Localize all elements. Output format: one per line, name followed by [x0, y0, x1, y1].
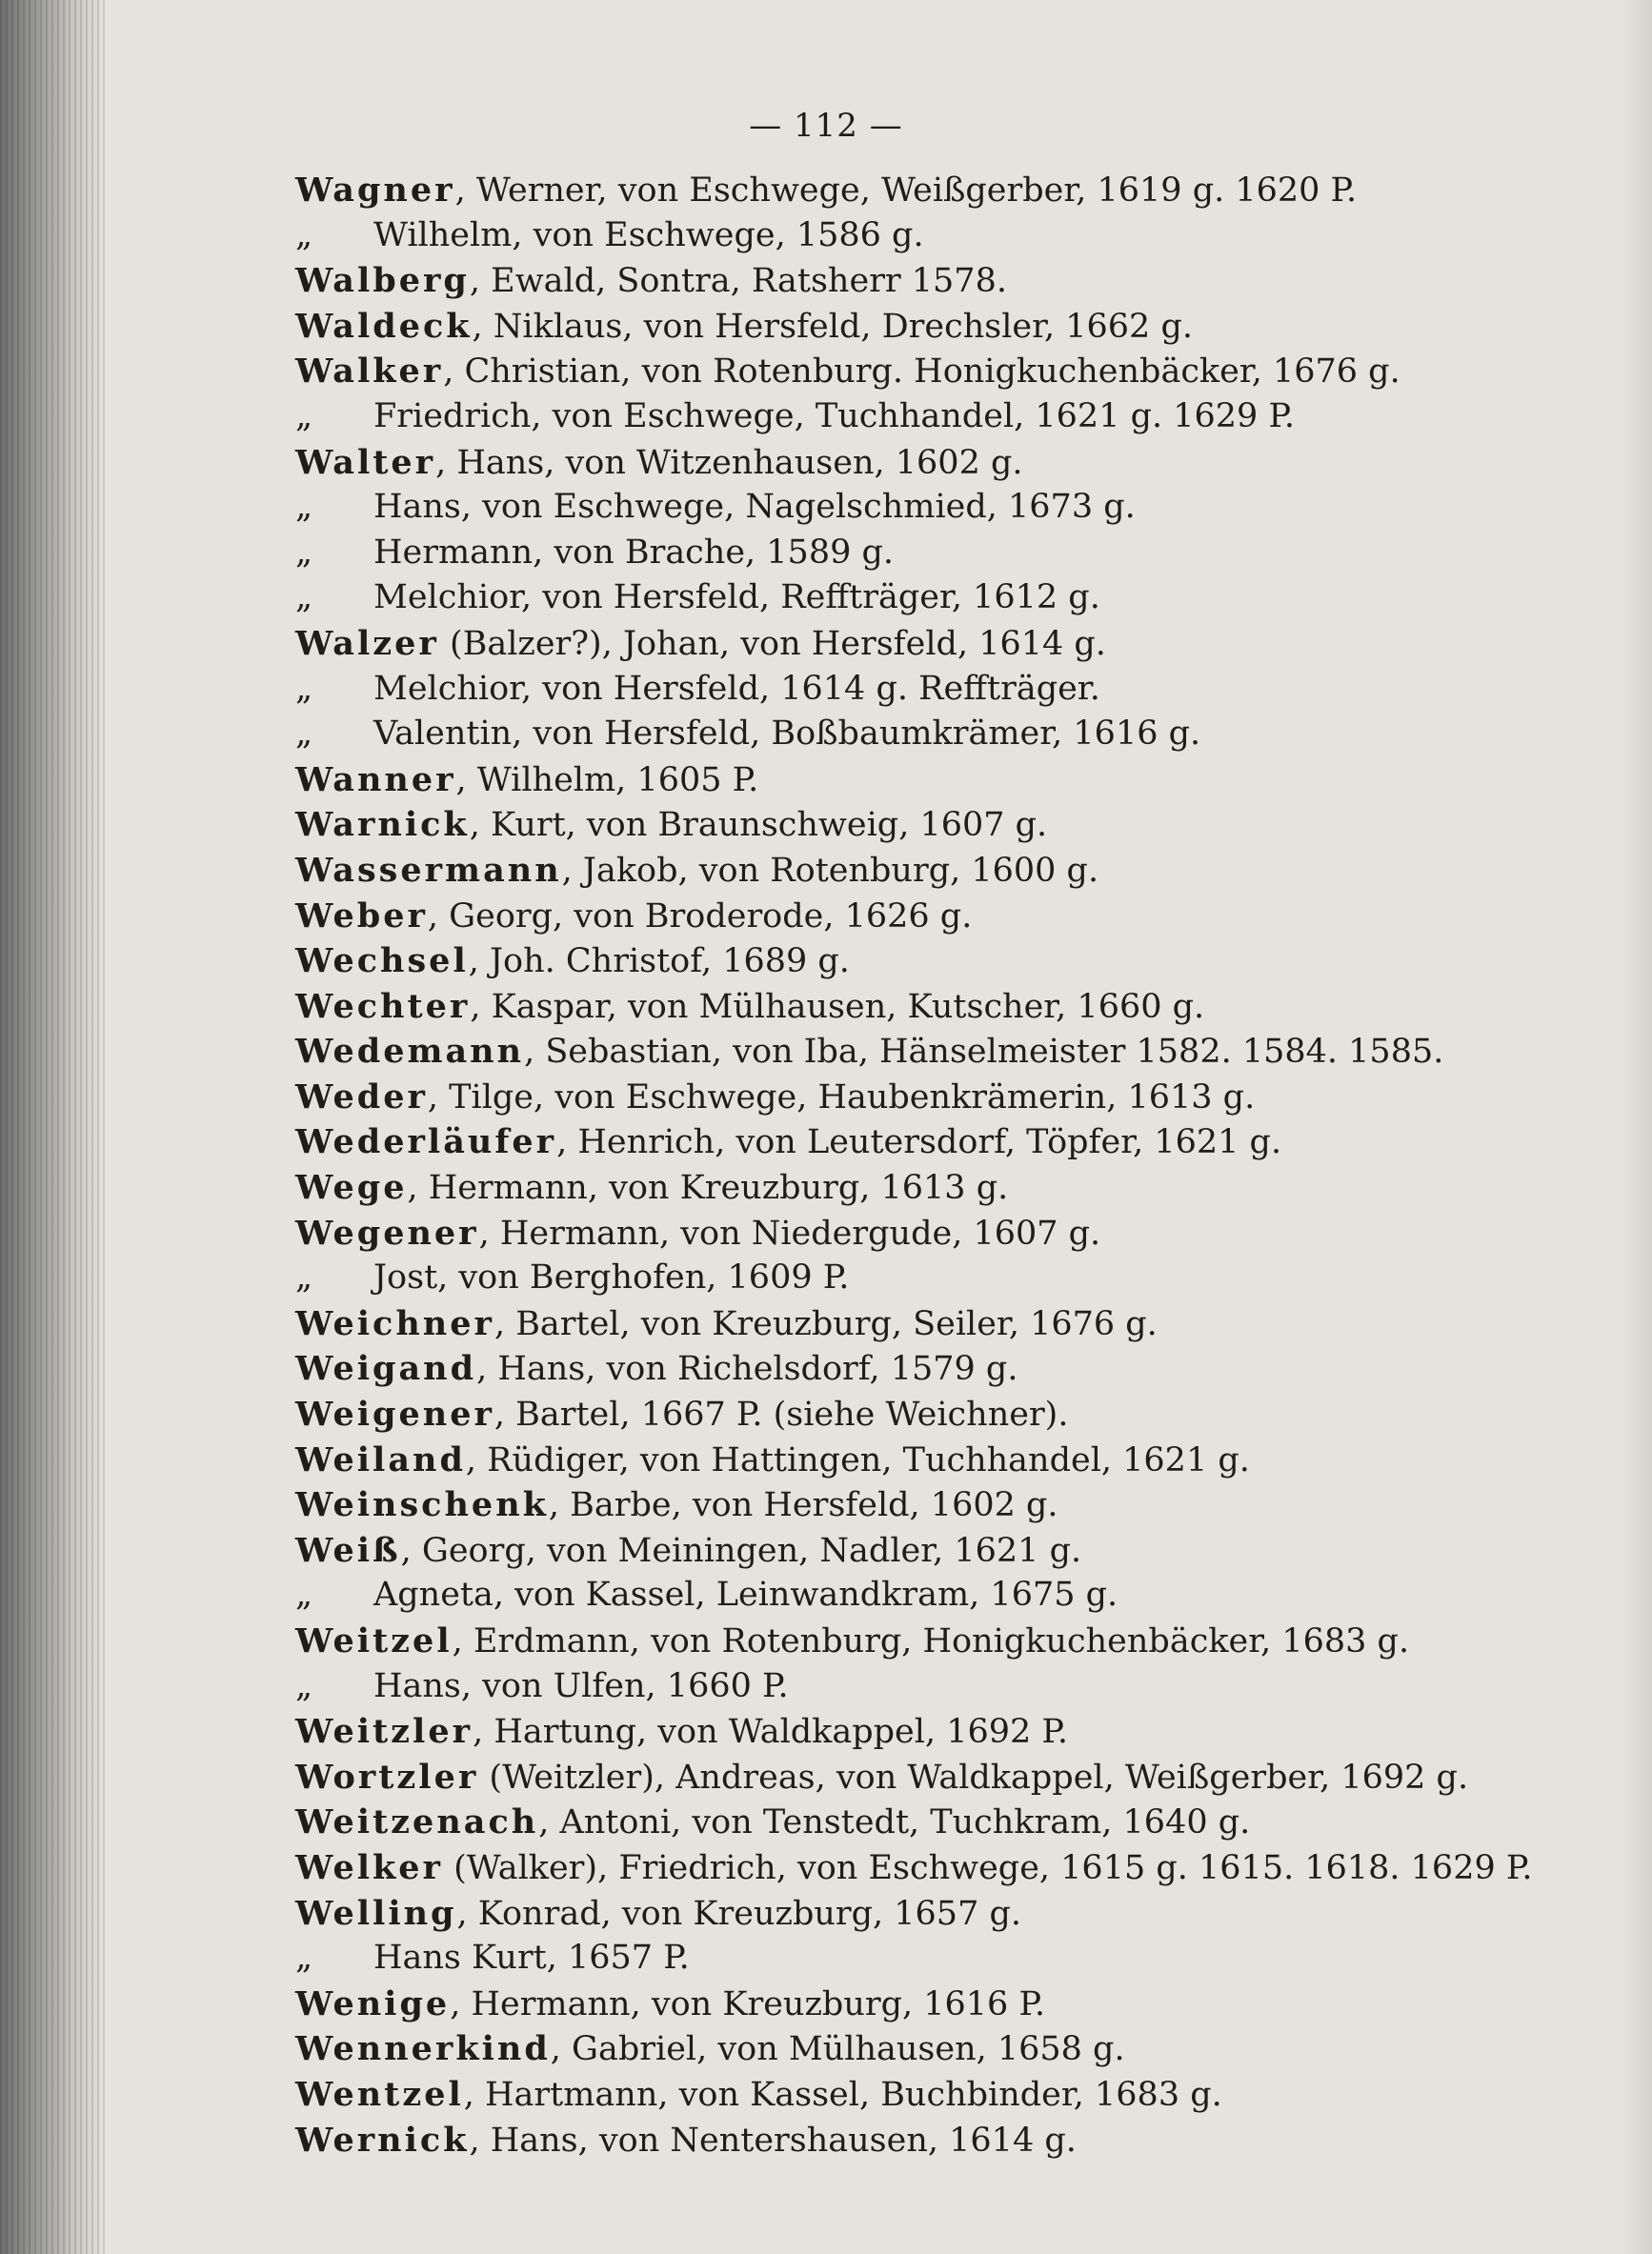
list-item [295, 1573, 1534, 1619]
entry-surname: Walter [295, 442, 436, 482]
entry-surname: Walberg [295, 261, 470, 301]
entry-details: , Jakob, von Rotenburg, 1600 g. [561, 851, 1099, 890]
entry-details: , Wilhelm, 1605 P. [455, 760, 759, 799]
ditto-mark: „ [295, 578, 313, 617]
entry-surname: Wernick [295, 2120, 470, 2160]
ditto-mark: „ [295, 1939, 313, 1978]
entry-surname: Wennerkind [295, 2029, 551, 2069]
entry-details: Friedrich, von Eschwege, Tuchhandel, 1621 g. 1629 P. [373, 396, 1296, 435]
list-item [295, 1029, 1534, 1075]
ditto-mark: „ [295, 669, 313, 708]
list-item [295, 1664, 1534, 1710]
entry-details: (Weitzler), Andreas, von Waldkappel, Weißgerber, 1692 g. [478, 1758, 1469, 1797]
entry-details: , Ewald, Sontra, Ratsherr 1578. [469, 262, 1007, 301]
entry-surname: Wortzler [295, 1757, 479, 1797]
entry-surname: Weiland [295, 1439, 466, 1479]
ditto-mark: „ [295, 215, 313, 254]
entry-details: , Hermann, von Kreuzburg, 1616 P. [450, 1984, 1046, 2023]
entry-details: , Sebastian, von Iba, Hänselmeister 1582. 1584. 1585. [524, 1033, 1444, 1072]
list-item [295, 2072, 1534, 2118]
entry-details: , Erdmann, von Rotenburg, Honigkuchenbäcker, 1683 g. [452, 1622, 1410, 1660]
list-item [295, 258, 1534, 304]
list-item [295, 1709, 1534, 1755]
entry-list [295, 168, 1534, 2163]
entry-details: , Hans, von Richelsdorf, 1579 g. [476, 1350, 1018, 1389]
list-item [295, 2118, 1534, 2163]
entry-details: Hans, von Ulfen, 1660 P. [373, 1666, 789, 1705]
entry-details: Hans, von Eschwege, Nagelschmied, 1673 g. [373, 488, 1136, 527]
entry-surname: Weitzler [295, 1712, 473, 1752]
list-item [295, 168, 1534, 213]
entry-surname: Weitzel [295, 1621, 453, 1660]
list-item [295, 1346, 1534, 1392]
entry-surname: Weder [295, 1077, 428, 1117]
ditto-mark: „ [295, 1576, 313, 1615]
entry-details: , Hermann, von Niedergude, 1607 g. [478, 1214, 1101, 1253]
entry-details: Wilhelm, von Eschwege, 1586 g. [373, 215, 924, 254]
list-item [295, 1119, 1534, 1165]
list-item [295, 1392, 1534, 1438]
entry-details: , Tilge, von Eschwege, Haubenkrämerin, 1613 g. [427, 1077, 1256, 1117]
entry-details: Melchior, von Hersfeld, 1614 g. Reffträger. [373, 669, 1100, 708]
list-item [295, 1165, 1534, 1211]
page-number: — 112 — [749, 107, 903, 145]
entry-details: , Georg, von Broderode, 1626 g. [427, 896, 973, 936]
entry-surname: Wechter [295, 986, 471, 1026]
entry-surname: Weichner [295, 1303, 494, 1343]
entry-details: Jost, von Berghofen, 1609 P. [373, 1258, 850, 1298]
entry-details: , Hans, von Nentershausen, 1614 g. [469, 2121, 1077, 2160]
list-item [295, 848, 1534, 894]
list-item [295, 1211, 1534, 1257]
entry-surname: Walzer [295, 623, 439, 663]
list-item [295, 2026, 1534, 2072]
list-item [295, 1438, 1534, 1483]
entry-surname: Wentzel [295, 2074, 464, 2114]
entry-surname: Welker [295, 1847, 443, 1887]
ditto-mark: „ [295, 533, 313, 572]
entry-surname: Weigener [295, 1395, 494, 1435]
list-item [295, 802, 1534, 848]
list-item [295, 213, 1534, 259]
page-right-edge [1622, 0, 1652, 2254]
list-item [295, 394, 1534, 440]
ditto-mark: „ [295, 396, 313, 435]
entry-details: , Henrich, von Leutersdorf, Töpfer, 1621 g. [556, 1123, 1282, 1162]
list-item [295, 1256, 1534, 1301]
entry-details: , Konrad, von Kreuzburg, 1657 g. [456, 1894, 1022, 1933]
list-item [295, 304, 1534, 350]
entry-surname: Weber [295, 896, 428, 936]
entry-details: , Hans, von Witzenhausen, 1602 g. [435, 443, 1023, 482]
entry-details: , Rüdiger, von Hattingen, Tuchhandel, 1621 g. [465, 1440, 1250, 1479]
entry-surname: Weitzenach [295, 1802, 539, 1842]
entry-surname: Welling [295, 1893, 457, 1933]
list-item [295, 1891, 1534, 1937]
entry-surname: Wegener [295, 1213, 479, 1253]
list-item [295, 1528, 1534, 1574]
list-item [295, 1755, 1534, 1801]
entry-details: , Hermann, von Kreuzburg, 1613 g. [407, 1169, 1009, 1208]
entry-details: , Kurt, von Braunschweig, 1607 g. [469, 806, 1048, 845]
list-item [295, 1845, 1534, 1891]
entry-surname: Weinschenk [295, 1485, 549, 1525]
list-item [295, 1482, 1534, 1528]
ditto-mark: „ [295, 488, 313, 527]
entry-surname: Wedemann [295, 1032, 525, 1072]
list-item [295, 485, 1534, 531]
list-item [295, 1301, 1534, 1347]
list-item [295, 349, 1534, 394]
entry-surname: Wassermann [295, 850, 562, 890]
list-item [295, 1982, 1534, 2027]
entry-details: , Joh. Christof, 1689 g. [468, 942, 850, 981]
list-item [295, 984, 1534, 1030]
entry-details: (Walker), Friedrich, von Eschwege, 1615 g. 1615. 1618. 1629 P. [442, 1848, 1533, 1887]
entry-surname: Wanner [295, 759, 456, 799]
list-item [295, 1800, 1534, 1845]
list-item [295, 938, 1534, 984]
entry-surname: Wechsel [295, 941, 469, 981]
entry-surname: Waldeck [295, 306, 473, 346]
entry-surname: Wenige [295, 1983, 451, 2023]
entry-details: Melchior, von Hersfeld, Reffträger, 1612 g. [373, 578, 1100, 617]
entry-surname: Weigand [295, 1349, 477, 1389]
entry-details: Agneta, von Kassel, Leinwandkram, 1675 g. [373, 1576, 1118, 1615]
ditto-mark: „ [295, 714, 313, 754]
entry-details: , Bartel, 1667 P. (siehe Weichner). [494, 1396, 1069, 1435]
entry-surname: Weiß [295, 1530, 401, 1570]
list-item [295, 621, 1534, 667]
list-item [295, 757, 1534, 803]
entry-details: , Bartel, von Kreuzburg, Seiler, 1676 g. [494, 1304, 1158, 1343]
entry-details: Hermann, von Brache, 1589 g. [373, 533, 895, 572]
entry-surname: Warnick [295, 805, 470, 845]
entry-details: , Antoni, von Tenstedt, Tuchkram, 1640 g. [538, 1803, 1251, 1842]
list-item [295, 1075, 1534, 1120]
entry-details: Hans Kurt, 1657 P. [373, 1939, 690, 1978]
entry-surname: Wege [295, 1168, 408, 1208]
list-item [295, 531, 1534, 576]
entry-details: , Niklaus, von Hersfeld, Drechsler, 1662 g. [472, 307, 1193, 346]
entry-details: , Kaspar, von Mülhausen, Kutscher, 1660 g. [470, 987, 1205, 1026]
entry-details: , Werner, von Eschwege, Weißgerber, 1619 g. 1620 P. [454, 171, 1358, 210]
list-item [295, 575, 1534, 621]
list-item [295, 1936, 1534, 1982]
entry-details: , Barbe, von Hersfeld, 1602 g. [548, 1486, 1058, 1525]
entry-details: , Hartung, von Waldkappel, 1692 P. [473, 1713, 1068, 1752]
entry-surname: Walker [295, 352, 444, 392]
book-spine-edge [0, 0, 105, 2254]
entry-details: , Christian, von Rotenburg. Honigkuchenbäcker, 1676 g. [443, 352, 1400, 392]
entry-surname: Wagner [295, 171, 455, 210]
list-item [295, 1619, 1534, 1664]
list-item [295, 712, 1534, 757]
entry-details: Valentin, von Hersfeld, Boßbaumkrämer, 1616 g. [373, 714, 1201, 754]
entry-details: (Balzer?), Johan, von Hersfeld, 1614 g. [438, 624, 1106, 663]
list-item [295, 894, 1534, 939]
entry-details: , Hartmann, von Kassel, Buchbinder, 1683 g. [463, 2075, 1222, 2114]
ditto-mark: „ [295, 1666, 313, 1705]
entry-surname: Wederläufer [295, 1122, 557, 1162]
entry-details: , Georg, von Meiningen, Nadler, 1621 g. [400, 1531, 1082, 1570]
list-item [295, 667, 1534, 713]
list-item [295, 440, 1534, 486]
entry-details: , Gabriel, von Mülhausen, 1658 g. [550, 2030, 1125, 2069]
ditto-mark: „ [295, 1258, 313, 1298]
